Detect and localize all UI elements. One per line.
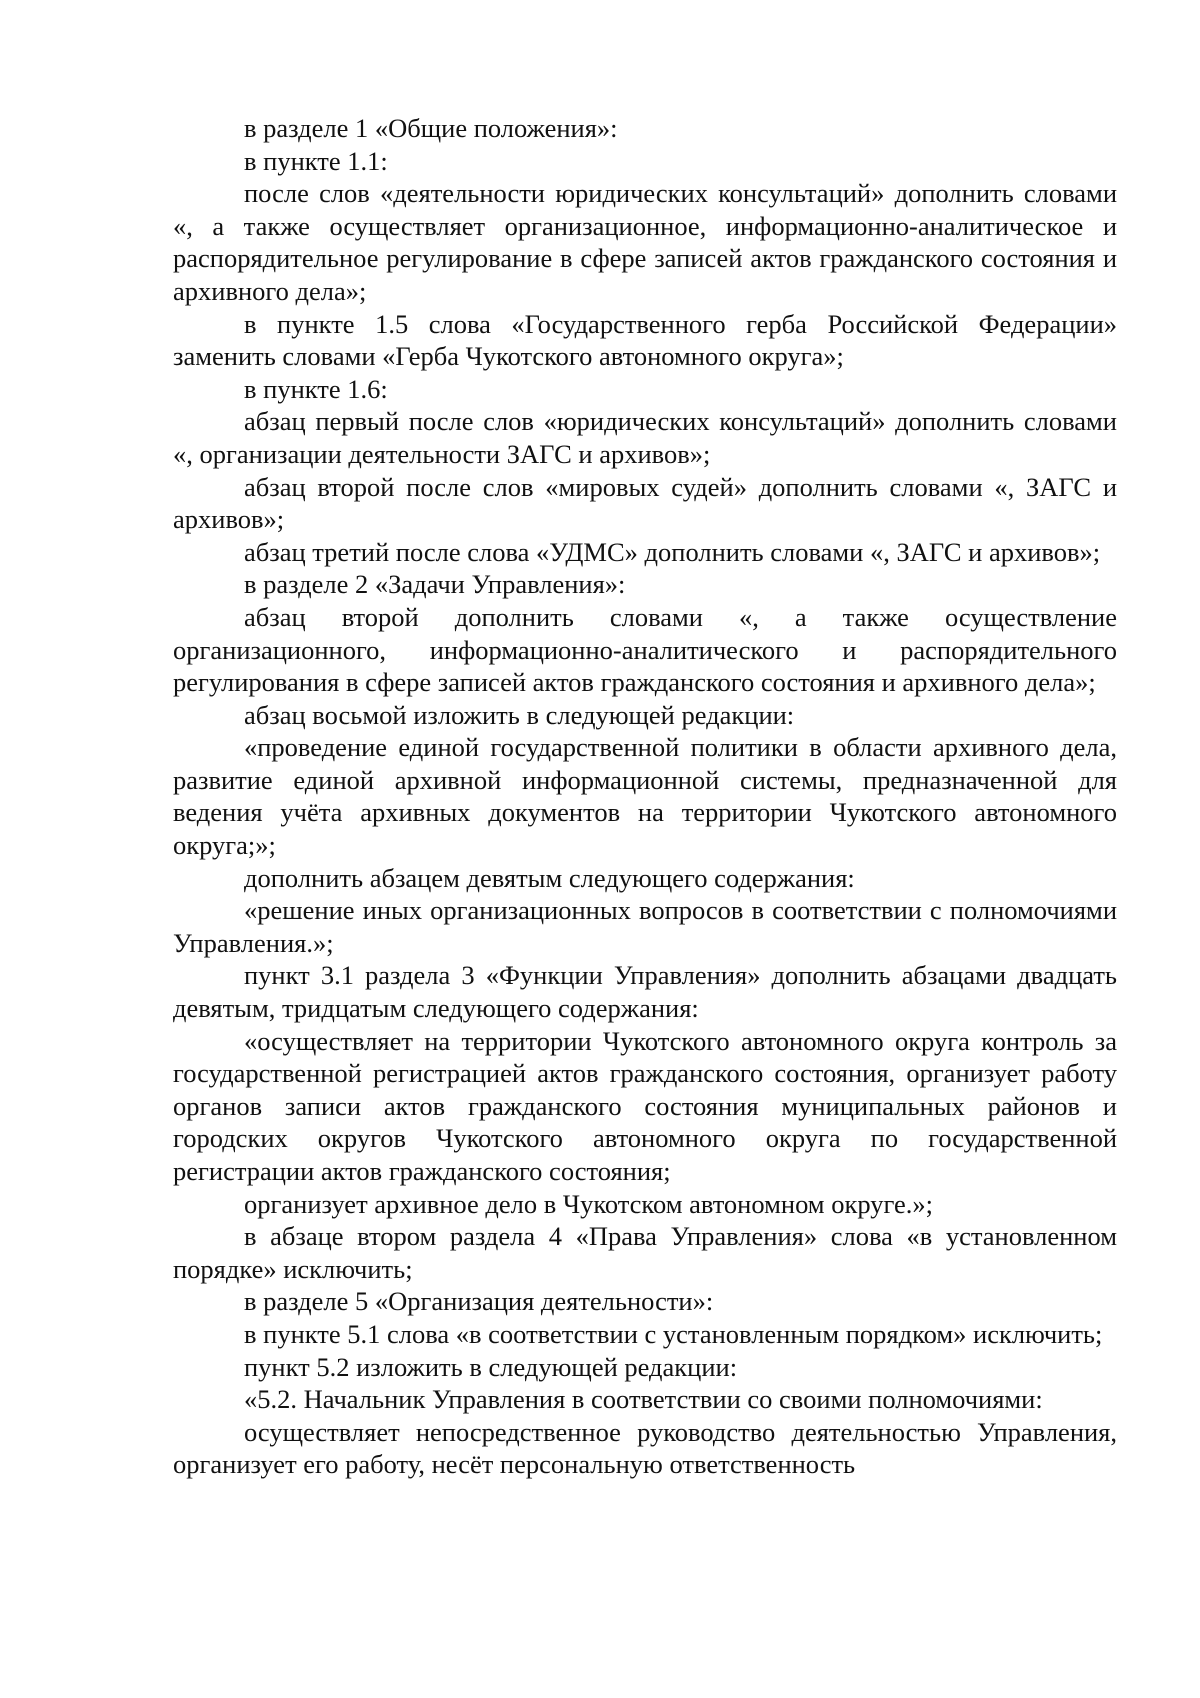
paragraph: абзац второй дополнить словами «, а также осуществление организационного, информационно-аналитического и распорядительного регулирования в сфере записей актов гражданского состояния и архивного дела»; bbox=[173, 601, 1117, 698]
paragraph: осуществляет непосредственное руководство деятельностью Управления, организует его работу, несёт персональную ответственность bbox=[173, 1416, 1117, 1480]
paragraph: «5.2. Начальник Управления в соответствии со своими полномочиями: bbox=[244, 1384, 1043, 1415]
paragraph: «проведение единой государственной политики в области архивного дела, развитие единой архивной информационной системы, предназначенной для ведения учёта архивных документов на территории Чукотского автономного округа;»; bbox=[173, 732, 1117, 861]
paragraph: в разделе 2 «Задачи Управления»: bbox=[244, 569, 626, 600]
paragraph: в пункте 1.1: bbox=[244, 145, 388, 176]
paragraph: после слов «деятельности юридических консультаций» дополнить словами «, а также осуществляет организационное, информационно-аналитическое и распорядительное регулирование в сфере записей актов гражданского состояния и архивного дела»; bbox=[173, 178, 1117, 306]
paragraph: абзац восьмой изложить в следующей редакции: bbox=[244, 699, 795, 730]
paragraph: в разделе 5 «Организация деятельности»: bbox=[244, 1286, 714, 1317]
document-body bbox=[173, 112, 1117, 1481]
paragraph: абзац первый после слов «юридических консультаций» дополнить словами «, организации деятельности ЗАГС и архивов»; bbox=[173, 406, 1117, 469]
paragraph: абзац третий после слова «УДМС» дополнить словами «, ЗАГС и архивов»; bbox=[244, 536, 1101, 567]
paragraph: «осуществляет на территории Чукотского автономного округа контроль за государственной регистрацией актов гражданского состояния, организует работу органов записи актов гражданского состояния муниципальных районов и городских округов Чукотского автономного округа по государственной регистрации актов гражданского состояния; bbox=[173, 1025, 1117, 1186]
paragraph: в пункте 1.6: bbox=[244, 373, 388, 404]
paragraph: в абзаце втором раздела 4 «Права Управления» слова «в установленном порядке» исключить; bbox=[173, 1221, 1117, 1284]
paragraph: в пункте 1.5 слова «Государственного герба Российской Федерации» заменить словами «Герба Чукотского автономного округа»; bbox=[173, 308, 1117, 372]
paragraph: в разделе 1 «Общие положения»: bbox=[244, 113, 618, 143]
paragraph: пункт 5.2 изложить в следующей редакции: bbox=[244, 1351, 738, 1382]
paragraph: организует архивное дело в Чукотском автономном округе.»; bbox=[244, 1188, 933, 1219]
paragraph: дополнить абзацем девятым следующего содержания: bbox=[244, 862, 855, 893]
paragraph: абзац второй после слов «мировых судей» дополнить словами «, ЗАГС и архивов»; bbox=[173, 471, 1117, 535]
paragraph: в пункте 5.1 слова «в соответствии с установленным порядком» исключить; bbox=[244, 1318, 1103, 1349]
paragraph: пункт 3.1 раздела 3 «Функции Управления» дополнить абзацами двадцать девятым, тридцатым следующего содержания: bbox=[173, 960, 1117, 1024]
paragraph: «решение иных организационных вопросов в соответствии с полномочиями Управления.»; bbox=[173, 895, 1117, 958]
